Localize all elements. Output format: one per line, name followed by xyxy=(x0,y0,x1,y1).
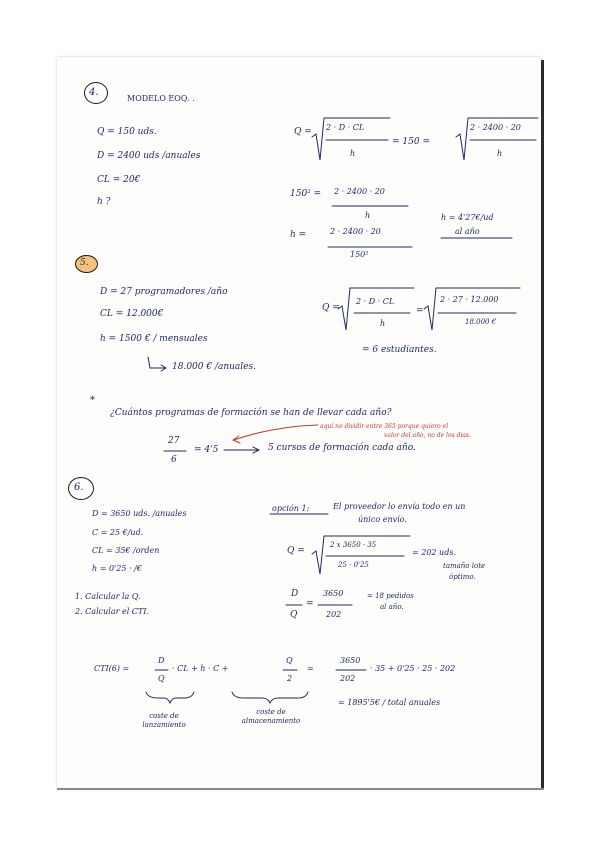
section-4-number: 4. xyxy=(89,87,99,98)
s4-solve-den: 150² xyxy=(350,250,369,259)
section-6-number: 6. xyxy=(74,482,84,493)
s6-given-d: D = 3650 uds. /anuales xyxy=(92,509,187,518)
s6-formula-den: 25 · 0'25 xyxy=(338,561,369,569)
s6-option-text2: único envío. xyxy=(358,515,407,524)
s6-cti-t1-den: Q xyxy=(158,674,165,683)
s6-brace-2 xyxy=(232,692,308,703)
s6-formula-result: = 202 uds. xyxy=(412,548,456,557)
s5-frac-result: = 4'5 xyxy=(194,445,219,455)
s6-orders-num2: 3650 xyxy=(323,589,344,598)
s6-orders-eq: = xyxy=(306,599,314,609)
s4-solve-num: 2 · 2400 · 20 xyxy=(330,227,381,236)
s5-given-h: h = 1500 € / mensuales xyxy=(100,334,208,344)
s4-result-unit: al año xyxy=(455,227,480,236)
s6-radical xyxy=(312,536,410,574)
s4-result: h = 4'27€/ud xyxy=(441,213,494,222)
s4-formula-lhs: Q = xyxy=(294,127,312,137)
s6-cti-t1-num: D xyxy=(158,656,165,665)
s6-cti-t3-den: 202 xyxy=(340,674,356,683)
s5-frac-num: 27 xyxy=(168,436,180,446)
s5-arrow-note: 18.000 € /anuales. xyxy=(172,362,256,372)
s5-radical-2 xyxy=(424,288,520,330)
s6-orders-num: D xyxy=(291,589,299,599)
s6-cti-lhs: CTI(6) = xyxy=(94,664,130,673)
s5-formula-num2: 2 · 27 · 12.000 xyxy=(440,295,499,304)
s4-given-cl: CL = 20€ xyxy=(97,175,141,185)
s5-formula-den2: 18.000 € xyxy=(465,318,497,326)
s4-formula-eq: = 150 = xyxy=(392,137,430,147)
s6-step-1: 1. Calcular la Q. xyxy=(75,592,141,601)
s6-orders-result: = 18 pedidos xyxy=(367,592,414,600)
s5-given-d: D = 27 programadores /año xyxy=(100,287,228,297)
s5-given-cl: CL = 12.000€ xyxy=(100,309,164,319)
s5-note-line2: valor del año, no de los días. xyxy=(384,432,471,439)
s6-brace-label-1: coste de lanzamiento xyxy=(142,712,186,730)
s5-red-arrow xyxy=(234,425,318,440)
s6-option-label: opción 1: xyxy=(272,504,310,513)
s4-squared-num: 2 · 2400 · 20 xyxy=(334,187,385,196)
s6-step-2: 2. Calcular el CTI. xyxy=(75,607,149,616)
s6-given-h: h = 0'25 · /€ xyxy=(92,564,142,573)
s5-question: ¿Cuántos programas de formación se han de llevar cada año? xyxy=(110,408,392,418)
s6-orders-den: Q xyxy=(290,610,298,620)
s4-given-d: D = 2400 uds /anuales xyxy=(97,151,201,161)
s4-formula-num: 2 · D · CL xyxy=(326,123,365,132)
s5-formula-den: h xyxy=(380,319,386,328)
s4-radical-1 xyxy=(312,118,390,160)
s5-result: = 6 estudiantes. xyxy=(362,345,437,355)
s4-formula-den2: h xyxy=(497,149,503,158)
s6-brace-1 xyxy=(146,692,194,703)
s6-size-note2: óptimo. xyxy=(449,573,476,581)
s4-squared-lhs: 150² = xyxy=(290,189,322,199)
s6-option-text1: El proveedor lo envía todo en un xyxy=(333,502,466,511)
s6-orders-den2: 202 xyxy=(326,610,342,619)
s4-solve-lhs: h = xyxy=(290,230,307,240)
s5-note-line1: aquí no dividir entre 365 porque quiero el xyxy=(320,423,449,430)
s6-given-cl: CL = 35€ /orden xyxy=(92,546,160,555)
s5-answer: 5 cursos de formación cada año. xyxy=(268,443,416,453)
s6-formula-num: 2 x 3650 · 35 xyxy=(330,541,377,549)
s6-cti-t2-den: 2 xyxy=(287,674,293,683)
s4-given-h: h ? xyxy=(97,197,111,207)
s6-cti-total: = 1895'5€ / total anuales xyxy=(338,698,441,707)
s6-cti-tail: · 35 + 0'25 · 25 · 202 xyxy=(370,664,456,673)
s4-radical-2 xyxy=(456,118,538,160)
s4-squared-den: h xyxy=(365,211,371,220)
s6-cti-t3-num: 3650 xyxy=(340,656,361,665)
s5-formula-lhs: Q = xyxy=(322,303,340,313)
s4-formula-num2: 2 · 2400 · 20 xyxy=(470,123,521,132)
s6-size-note1: tamaño lote xyxy=(443,562,486,570)
s6-cti-eq: = xyxy=(307,664,314,673)
s6-cti-t2-num: Q xyxy=(286,656,293,665)
s5-formula-num: 2 · D · CL xyxy=(356,297,395,306)
s6-cti-mid: · CL + h · C + xyxy=(172,664,229,673)
s6-brace-label-2: coste de almacenamiento xyxy=(241,708,301,726)
s5-radical-1 xyxy=(338,288,414,330)
s4-formula-den: h xyxy=(350,149,356,158)
section-5-number: 5. xyxy=(80,258,89,268)
s6-orders-result2: al año. xyxy=(380,603,404,611)
s5-frac-den: 6 xyxy=(171,455,177,465)
s5-formula-eq: = xyxy=(416,306,424,316)
s6-formula-lhs: Q = xyxy=(287,546,305,556)
s4-given-q: Q = 150 uds. xyxy=(97,127,157,137)
s6-given-c: C = 25 €/ud. xyxy=(92,528,144,537)
section-4-title: MODELO EOQ. . xyxy=(127,94,195,103)
s5-asterisk: * xyxy=(90,395,95,406)
